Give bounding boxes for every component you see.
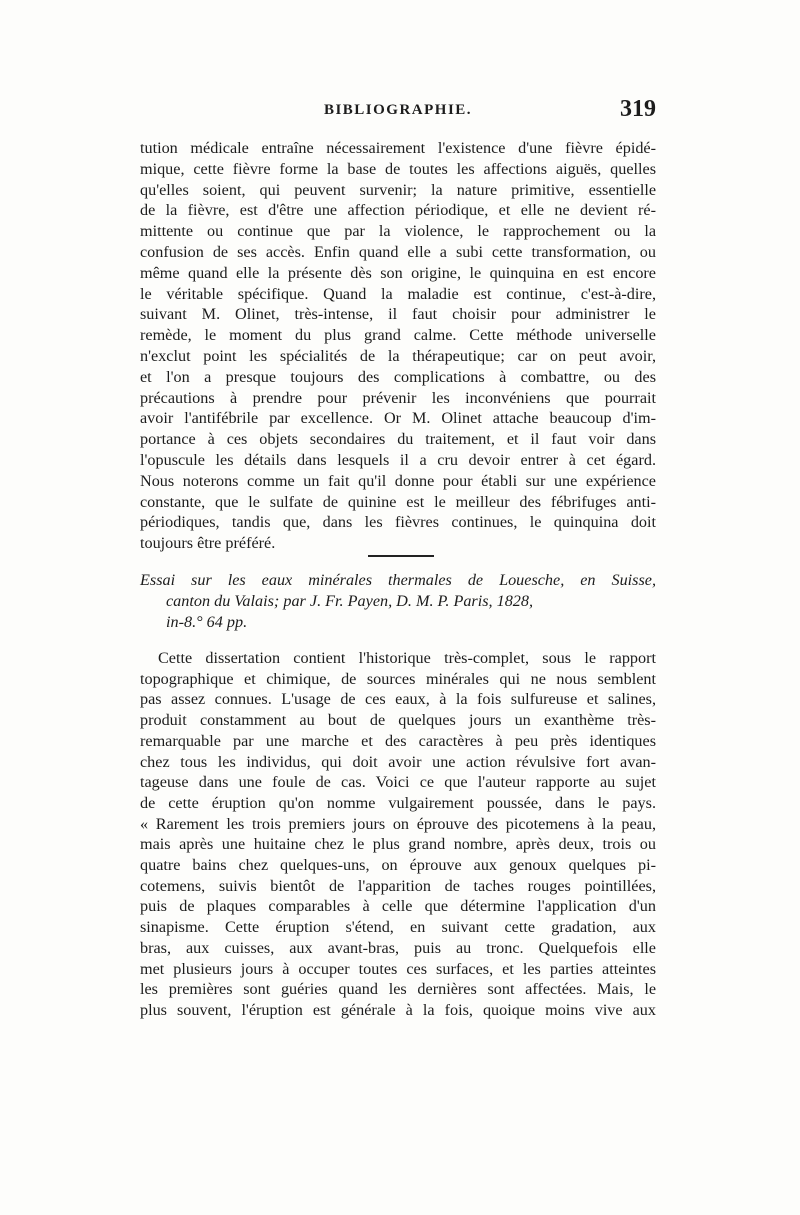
text-line: mique, cette fièvre forme la base de toutes les affections aiguës, quelles xyxy=(140,159,656,178)
text-line: mais après une huitaine chez le plus grand nombre, après deux, trois ou xyxy=(140,835,656,854)
text-line: bras, aux cuisses, aux avant-bras, puis au tronc. Quelquefois elle xyxy=(140,938,656,957)
text-line: précautions à prendre pour prévenir les inconvéniens que pourrait xyxy=(140,388,656,407)
text-line: confusion de ses accès. Enfin quand elle a subi cette transformation, ou xyxy=(140,242,656,261)
text-line: produit constamment au bout de quelques jours un exanthème très- xyxy=(140,711,656,730)
text-line: mittente ou continue que par la violence, le rapprochement ou la xyxy=(140,222,656,241)
text-line: de la fièvre, est d'être une affection périodique, et elle ne devient ré- xyxy=(140,201,656,220)
text-line: constante, que le sulfate de quinine est le meilleur des fébrifuges anti- xyxy=(140,492,656,511)
text-line: cotemens, suivis bientôt de l'apparition de taches rouges pointillées, xyxy=(140,876,656,895)
text-line: n'exclut point les spécialités de la thérapeutique; car on peut avoir, xyxy=(140,346,656,365)
book-citation xyxy=(140,570,656,633)
text-line: avoir l'antifébrile par excellence. Or M. Olinet attache beaucoup d'im- xyxy=(140,409,656,428)
text-line: Nous noterons comme un fait qu'il donne pour établi sur une expérience xyxy=(140,471,656,490)
text-line: périodiques, tandis que, dans les fièvres continues, le quinquina doit xyxy=(140,513,656,532)
page-header xyxy=(140,96,656,126)
text-line: puis de plaques comparables à celle que détermine l'application d'un xyxy=(140,897,656,916)
text-line: toujours être préféré. xyxy=(140,534,276,553)
text-line: remède, le moment du plus grand calme. Cette méthode universelle xyxy=(140,326,656,345)
text-line: sinapisme. Cette éruption s'étend, en suivant cette gradation, aux xyxy=(140,918,656,937)
text-line: met plusieurs jours à occuper toutes ces surfaces, et les parties atteintes xyxy=(140,959,656,978)
text-line: les premières sont guéries quand les dernières sont affectées. Mais, le xyxy=(140,980,656,999)
text-line: remarquable par une marche et des caractères à peu près identiques xyxy=(140,731,656,750)
text-line: même quand elle la présente dès son origine, le quinquina en est encore xyxy=(140,263,656,282)
text-line: qu'elles soient, qui peuvent survenir; la nature primitive, essentielle xyxy=(140,180,656,199)
page-number: 319 xyxy=(620,96,656,122)
text-line: pas assez connues. L'usage de ces eaux, à la fois sulfureuse et salines, xyxy=(140,690,656,709)
paragraph-continued xyxy=(140,138,656,554)
text-line: et l'on a presque toujours des complications à combattre, ou des xyxy=(140,367,656,386)
text-line: tageuse dans une foule de cas. Voici ce que l'auteur rapporte au sujet xyxy=(140,773,656,792)
text-line: suivant M. Olinet, très-intense, il faut choisir pour administrer le xyxy=(140,305,656,324)
text-line: quatre bains chez quelques-uns, on éprouve aux genoux quelques pi- xyxy=(140,856,656,875)
text-line: portance à ces objets secondaires du traitement, et il faut voir dans xyxy=(140,430,656,449)
text-line: le véritable spécifique. Quand la maladie est continue, c'est-à-dire, xyxy=(140,284,656,303)
text-line: Cette dissertation contient l'historique très-complet, sous le rapport xyxy=(158,649,656,667)
citation-line: in-8.° 64 pp. xyxy=(166,613,248,631)
section-divider xyxy=(368,555,434,557)
text-line: l'opuscule les détails dans lesquels il a cru devoir entrer à cet égard. xyxy=(140,450,656,469)
text-line: tution médicale entraîne nécessairement l'existence d'une fièvre épidé- xyxy=(140,139,656,157)
running-head: BIBLIOGRAPHIE. xyxy=(323,102,473,118)
text-line: plus souvent, l'éruption est générale à la fois, quoique moins vive aux xyxy=(140,1000,656,1019)
text-line: « Rarement les trois premiers jours on éprouve des picotemens à la peau, xyxy=(140,814,656,833)
text-line: topographique et chimique, de sources minérales qui ne nous semblent xyxy=(140,669,656,688)
review-paragraph xyxy=(140,648,656,1021)
text-line: chez tous les individus, qui doit avoir une action révulsive fort avan- xyxy=(140,752,656,771)
citation-line: canton du Valais; par J. Fr. Payen, D. M. P. Paris, 1828, xyxy=(166,592,534,610)
text-line: de cette éruption qu'on nomme vulgairement poussée, dans le pays. xyxy=(140,793,656,812)
citation-line: Essai sur les eaux minérales thermales de Louesche, en Suisse, xyxy=(140,571,656,589)
